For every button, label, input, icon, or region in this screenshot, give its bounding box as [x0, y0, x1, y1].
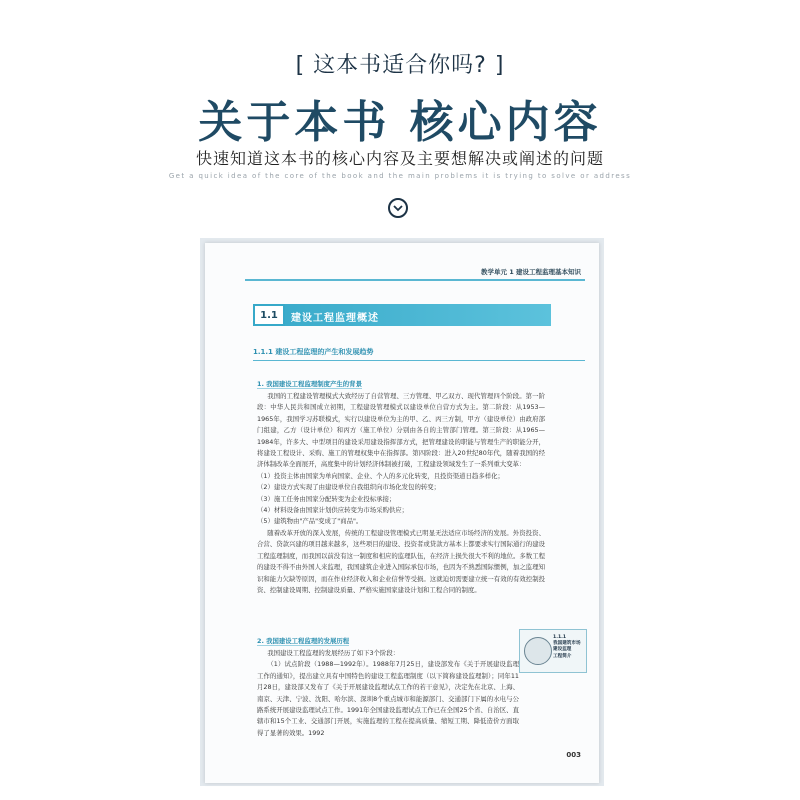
list-item: （2）建设方式实现了由建设单位自我组织向市场化发包的转变； [257, 483, 441, 492]
heading-background: 1. 我国建设工程监理制度产生的背景 [257, 380, 362, 388]
list-item: （3）施工任务由国家分配转变为企业投标承接； [257, 494, 396, 503]
page-subtitle-english: Get a quick idea of the core of the book and the main problems it is trying to solve or address [168, 172, 632, 180]
subsection-title: 1.1.1 建设工程监理的产生和发展趋势 [253, 348, 374, 356]
qr-seal-icon [524, 637, 552, 665]
heading-development: 2. 我国建设工程监理的发展历程 [257, 637, 350, 645]
page-subtitle: 快速知道这本书的核心内容及主要想解决或阐述的问题 [195, 149, 604, 168]
list-item: （5）建筑物由"产品"变成了"商品"。 [257, 517, 363, 526]
body-text-block-2 [257, 648, 519, 739]
body-text-block-1 [257, 391, 545, 596]
paragraph-pilot-stage: （1）试点阶段（1988—1992年）。1988年7月25日，建设部发布《关于开展建设监理工作的通知》，提出建立具有中国特色的建设工程监理制度（以下简称建设监理制）；同年11月28日，建设部又发布了《关于开展建设监理试点工作的若干意见》，决定先在北京、上海、南京、天津、宁波、沈阳、哈尔滨、深圳8个重点城市和能源部门、交通部门下属的水电与公路系统开展建设监理试点工作。1991年全国建设监理试点工作已在全国25个省、自治区、直辖市和15个工业、交通部门开展，实施监理的工程在提高质量、缩短工期、降低造价方面取得了显著的效果。1992 [257, 660, 519, 737]
book-fit-question-tag: [ 这本书适合你吗? ] [295, 53, 505, 78]
section-title: 建设工程监理概述 [291, 313, 379, 324]
scroll-down-button[interactable] [388, 198, 408, 218]
paragraph-history: 我国的工程建设管理模式大致经历了自营管理、三方管理、甲乙双方、现代管理四个阶段。第一阶段：中华人民共和国成立初期，工程建设管理模式以建设单位自营方式为主。第二阶段：从1953—1965年，我国学习苏联模式，实行以建设单位为主的甲、乙、丙三方制，甲方（建设单位）由政府部门组建，乙方（设计单位）和丙方（施工单位）分别由各自的主管部门管理。第三阶段：从1965—1984年，许多大、中型项目的建设采用建设指挥部方式，把管理建设的职能与管理生产的职能分开，将建设工程设计、采购、施工的管理权集中在指挥部。第四阶段：进入20世纪80年代，随着我国的经济体制改革全面展开，高度集中的计划经济体制被打破，工程建设领域发生了一系列重大变革： [257, 392, 545, 469]
subsection-rule [253, 360, 585, 361]
book-page [205, 243, 599, 783]
list-item: （4）材料设备由国家计划供应转变为市场采购供应； [257, 506, 409, 515]
side-note-text: 1.1.1 我国建筑市场 建设监理 工程简介 [553, 635, 581, 659]
list-item: （1）投资主体由国家为单向国家、企业、个人的多元化转变，且投资渠道日趋多样化； [257, 471, 504, 480]
paragraph-reform: 随着改革开放的深入发展，传统的工程建设管理模式已明显无法适应市场经济的发展。外资投资、合营、贷款兴建的项目越来越多，这些项目的建设、投资者或贷款方基本上都要求实行国际通行的建设工程监理制度，而我国以前没有这一制度和相应的监理队伍，在经济上损失很大不利的地位。多数工程的建设不得不由外国人来监理，我国建筑企业进入国际承包市场，也因为不熟悉国际惯例，加之监理知识和能力欠缺等原因，而在作业经济收入和企业信誉等受损。这就迫切需要建立统一有效的有效控制投资、控制建设周期、控制建设质量、严格实施国家建设计划和工程合同的制度。 [257, 528, 545, 594]
page-number: 003 [566, 751, 581, 759]
side-note-box [519, 629, 587, 673]
section-number: 1.1 [253, 304, 285, 326]
page-headline: 关于本书 核心内容 [198, 97, 602, 148]
running-head: 教学单元 1 建设工程监理基本知识 [480, 268, 581, 276]
chevron-down-icon [393, 204, 403, 212]
paragraph-stages: 我国建设工程监理的发展经历了如下3个阶段： [267, 649, 400, 657]
running-head-rule [245, 279, 585, 281]
